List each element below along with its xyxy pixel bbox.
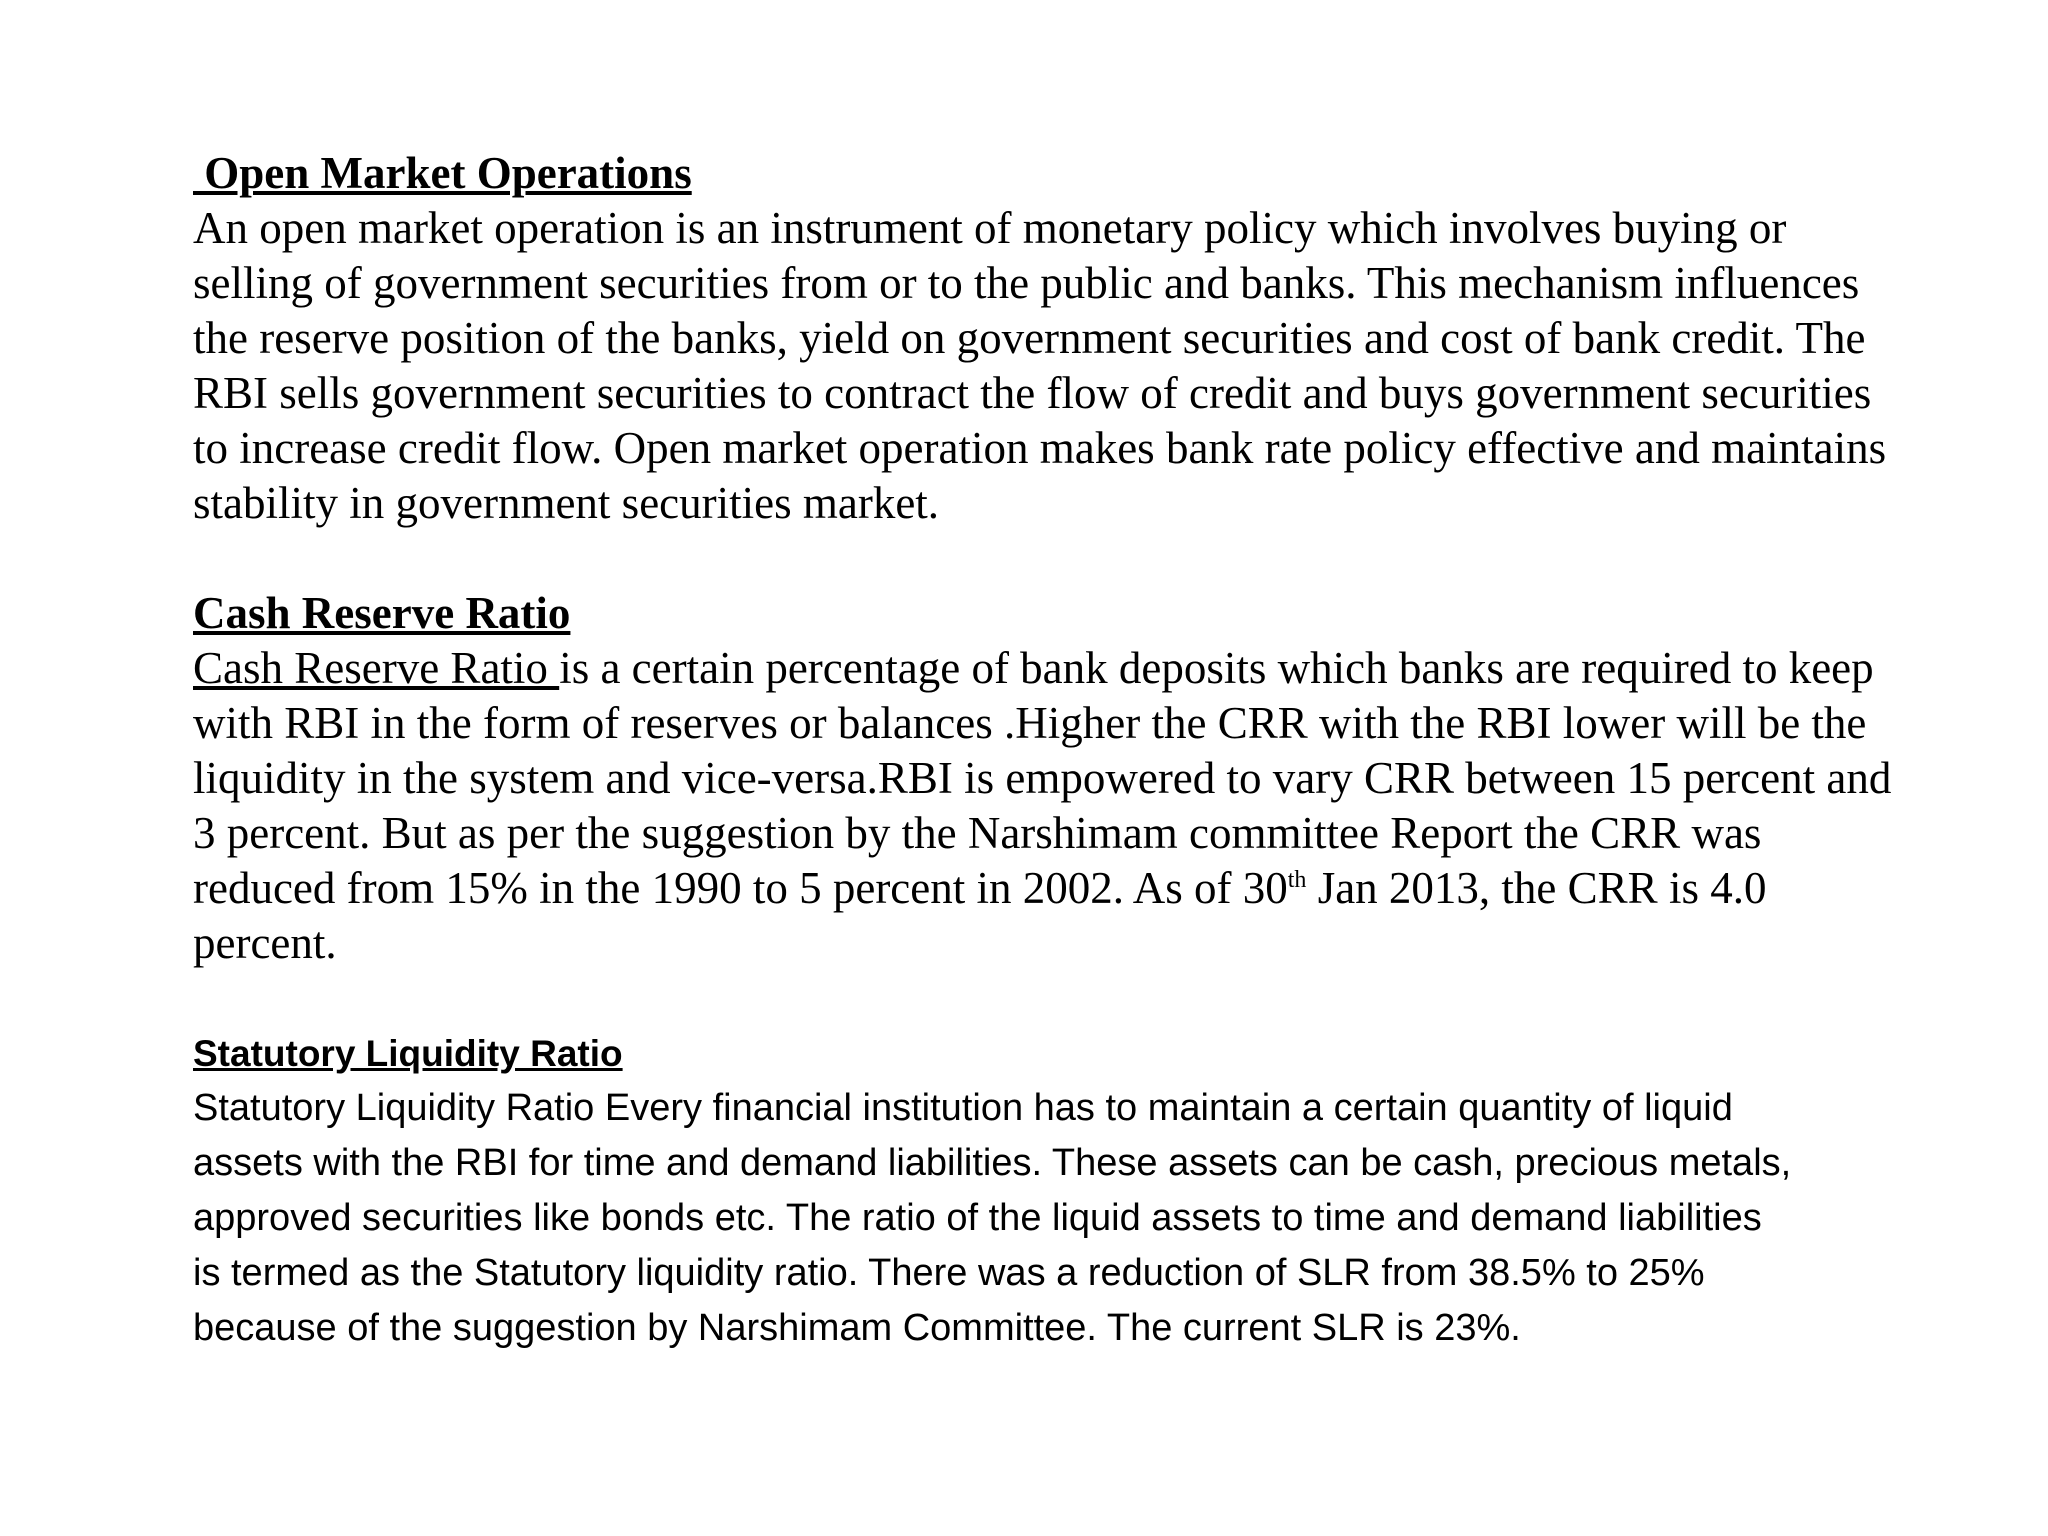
paragraph-line: stability in government securities market. — [193, 478, 940, 528]
section-paragraph — [193, 1081, 1973, 1356]
section-paragraph — [193, 201, 1973, 531]
paragraph-line — [193, 861, 1973, 916]
paragraph-line: approved securities like bonds etc. The ratio of the liquid assets to time and demand liabilities — [193, 1197, 1762, 1239]
paragraph-line: RBI sells government securities to contract the flow of credit and buys government securities — [193, 368, 1872, 418]
paragraph-line: selling of government securities from or to the public and banks. This mechanism influences — [193, 258, 1860, 308]
paragraph-line: to increase credit flow. Open market operation makes bank rate policy effective and maintains — [193, 423, 1887, 473]
paragraph-line: because of the suggestion by Narshimam Committee. The current SLR is 23%. — [193, 1307, 1521, 1349]
section-heading: Cash Reserve Ratio — [193, 588, 571, 638]
paragraph-line: 3 percent. But as per the suggestion by the Narshimam committee Report the CRR was — [193, 808, 1762, 858]
section-paragraph — [193, 641, 1973, 971]
superscript: th — [1287, 867, 1307, 893]
section-cash-reserve-ratio — [193, 586, 1973, 971]
paragraph-line: the reserve position of the banks, yield on government securities and cost of bank credit. The — [193, 313, 1866, 363]
line-text: is a certain percentage of bank deposits which banks are required to keep — [559, 643, 1874, 693]
section-spacer — [193, 531, 1973, 586]
section-heading: Open Market Operations — [193, 148, 692, 198]
section-heading: Statutory Liquidity Ratio — [193, 1033, 623, 1074]
paragraph-line: liquidity in the system and vice-versa.RBI is empowered to vary CRR between 15 percent and — [193, 753, 1892, 803]
document-page — [193, 146, 1973, 1356]
paragraph-line — [193, 641, 1973, 696]
section-statutory-liquidity-ratio — [193, 1026, 1973, 1356]
section-spacer — [193, 971, 1973, 1026]
paragraph-line: assets with the RBI for time and demand liabilities. These assets can be cash, precious metals, — [193, 1142, 1792, 1184]
line-text: Jan 2013, the CRR is 4.0 — [1306, 863, 1767, 913]
paragraph-line: Statutory Liquidity Ratio Every financial institution has to maintain a certain quantity of liquid — [193, 1087, 1733, 1129]
line-text: reduced from 15% in the 1990 to 5 percent in 2002. As of 30 — [193, 863, 1288, 913]
section-open-market-operations — [193, 146, 1973, 531]
underlined-term: Cash Reserve Ratio — [193, 643, 560, 693]
paragraph-line: is termed as the Statutory liquidity ratio. There was a reduction of SLR from 38.5% to 25% — [193, 1252, 1705, 1294]
paragraph-line: with RBI in the form of reserves or balances .Higher the CRR with the RBI lower will be the — [193, 698, 1867, 748]
paragraph-line: percent. — [193, 918, 337, 968]
paragraph-line: An open market operation is an instrument of monetary policy which involves buying or — [193, 203, 1787, 253]
